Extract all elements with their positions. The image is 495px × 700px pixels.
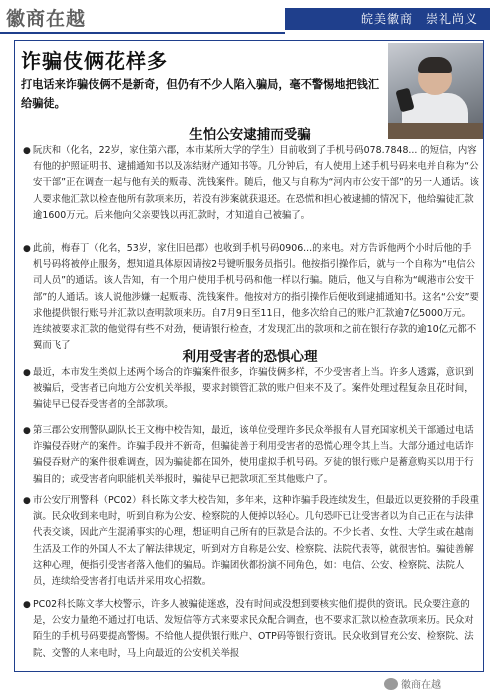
article-panel: [14, 40, 484, 672]
paragraph-item: [23, 241, 479, 354]
paragraph-item: [23, 493, 479, 590]
bullet-icon: ●: [23, 426, 31, 436]
page-header: [0, 0, 495, 36]
paragraph-text: 此前，梅春丁（化名，53岁，家住旧邑郡）也收到手机号码0906...的来电。对方告诉他两个小时后他的手机号码将被停止服务，想知道具体原因请按2号键听服务员指引。他按指引操作后，就与一个自称为“电信公司人员”的通话。该人告知，有一个用户使用手机号码和他一样以行骗。随后，他又与自称为“岘港市公安干部”的人通话。该人说他涉嫌一起贩毒、洗钱案件。他按对方的指引操作后便收到逮捕通知书。这名“公安”要求他提供银行账号并汇款以查明款项来历。自7月9日至11日，他多次给自己的账户汇款逾7亿5000万元。连续被要求汇款的他觉得有些不对劲，便请银行检查，才发现汇出的款项和之前在银行存款的逾10亿元都不翼而飞了: [33, 243, 479, 352]
section-heading-1: 生怕公安逮捕而受骗: [189, 127, 311, 143]
photo-person-hair: [418, 57, 452, 73]
section-heading-2: 利用受害者的恐惧心理: [182, 349, 318, 365]
paragraph-item: [23, 365, 479, 414]
footer-watermark: [384, 676, 441, 691]
paragraph-item: [23, 423, 479, 488]
slogan-bar: 皖美徽商 崇礼尚义: [285, 8, 490, 30]
paragraph-item: [23, 143, 479, 224]
wechat-icon: [384, 678, 398, 690]
paragraph-text: 市公安厅刑警科（PC02）科长陈文孝大校告知，多年来，这种诈骗手段连续发生，但最近以更狡猾的手段重演。民众收到来电时，听到自称为公安、检察院的人便掉以轻心。几句恐吓已让受害者以为自己正在与法律代表交谈，因此产生混淆事实的心理，想证明自己所有的巨款是合法的。不少长者、女性、大学生或在越南生活及工作的外国人不太了解法律规定，听到对方自称是公安、检察院、法院代表等，就很害怕。骗徒善解这种心理，便指引受害者落入他们的骗局。诈骗团伙都扮演不同角色，如：电信、公安、检察院、法院人员，连续给受害者打电话并采用攻心招数。: [33, 495, 480, 588]
bullet-icon: ●: [23, 244, 31, 254]
footer-watermark-text: 徽商在越: [401, 680, 441, 691]
bullet-icon: ●: [23, 600, 31, 610]
phone-icon: [395, 88, 414, 113]
paragraph-item: [23, 597, 479, 662]
article-subtitle: 打电话来诈骗伎俩不是新奇，但仍有不少人陷入骗局，毫不警惕地把钱汇给骗徒。: [21, 78, 380, 110]
bullet-icon: ●: [23, 146, 31, 156]
bullet-icon: ●: [23, 368, 31, 378]
article-title: 诈骗伎俩花样多: [21, 49, 168, 73]
paragraph-text: 第三郡公安刑警队副队长王文梅中校告知，最近，该单位受理许多民众举报有人冒充国家机关干部通过电话诈骗侵吞财产的案件。诈骗手段并不新奇，但骗徒善于利用受害者的恐慌心理令其上当。大部分通过电话诈骗侵吞财产的案件很难调查，因为骗徒都在国外，使用虚拟手机号码。歹徒的银行账户是蓄意购买以用于行骗目的；或受害者向职能机关举报时，骗徒早已把款项汇至其他账户了。: [33, 425, 474, 485]
paragraph-text: 阮庆和（化名，22岁，家住第六郡，本市某所大学的学生）目前收到了手机号码078.7848... 的短信，内容有他的护照证明书、逮捕通知书以及冻结财产通知书等。几分钟后，有人使用上述手机号码来电并自称为“公安干部”正在调查一起与他有关的贩毒、洗钱案件。随后，他又与自称为“河内市公安干部”的另一人通话。该人要求他汇款以检查他所有款项来历，若没有涉案就获退还。在恐慌和担心被逮捕的情况下，他给骗徒汇款逾1600万元。后来他向父亲要钱以再汇款时，才知道自己被骗了。: [33, 145, 479, 221]
header-rule: [0, 32, 285, 34]
paragraph-text: PC02科长陈文孝大校警示，许多人被骗徒迷惑，没有时间或没想到要核实他们提供的资讯。民众要注意的是，公安力量绝不通过打电话、发短信等方式来要求民众配合调查，也不要求汇款以检查款项来历。民众对陌生的手机号码要提高警惕。不给他人提供银行账户、OTP码等银行资讯。民众收到冒充公安、检察院、法院、交警的人来电时，马上向最近的公安机关举报: [33, 599, 474, 659]
paragraph-text: 最近，本市发生类似上述两个场合的诈骗案件很多，诈骗伎俩多样，不少受害者上当。许多人透露，意识到被骗后，受害者已向地方公安机关举报，要求封锁管汇款的账户但来不及了。案件处理过程复杂且花时间，骗徒早已侵吞受害者的全部款项。: [33, 367, 474, 411]
brand-title: 徽商在越: [6, 8, 87, 30]
bullet-icon: ●: [23, 496, 31, 506]
